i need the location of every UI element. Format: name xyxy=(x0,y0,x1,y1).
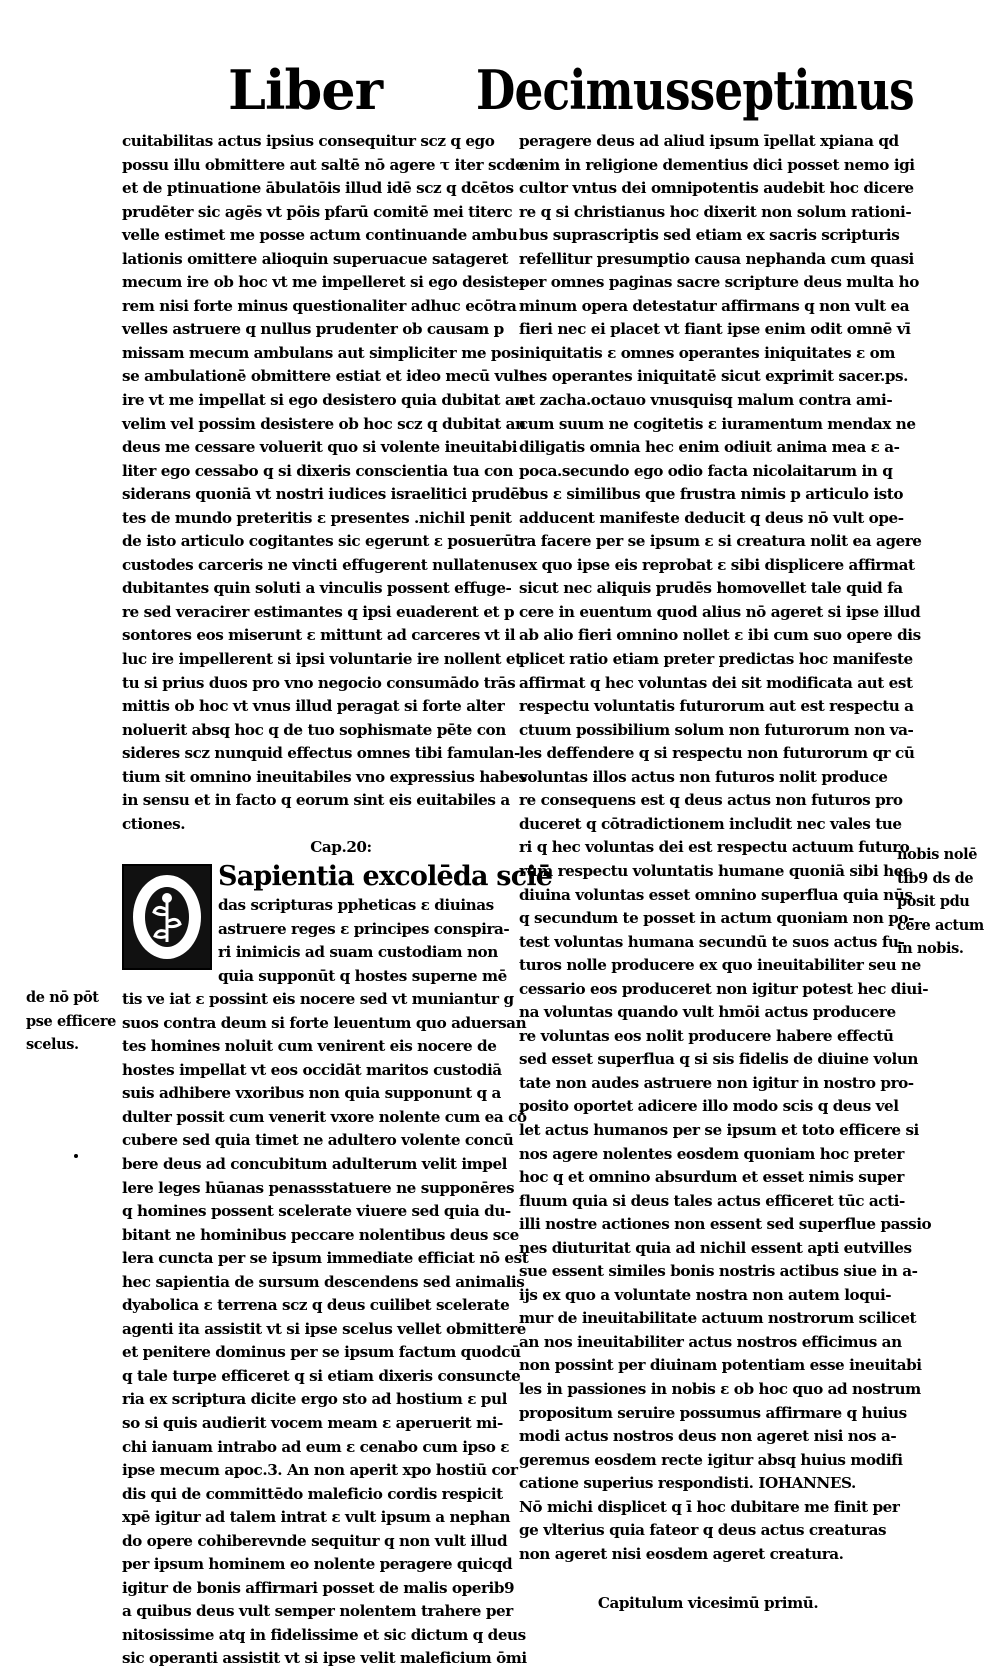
text-line: illi nostre actiones non essent sed superflue passio xyxy=(519,1215,932,1234)
text-line: suis adhibere vxoribus non quia supponunt q a xyxy=(122,1084,501,1103)
text-line: minum opera detestatur affirmans q non vult ea xyxy=(519,296,910,315)
text-line: custodes carceris ne vincti effugerent nullatenus xyxy=(122,555,519,574)
text-line: adducent manifeste deducit q deus nō vult ope- xyxy=(519,508,904,527)
text-line: suos contra deum si forte leuentum quo aduersan xyxy=(122,1013,527,1032)
text-line: peragere deus ad aliud ipsum īpellat xpiana qd xyxy=(519,132,899,150)
text-line: rum respectu voluntatis humane quoniā sibi hec xyxy=(519,861,912,880)
text-line: lera cuncta per se ipsum immediate efficiat nō est xyxy=(122,1249,529,1268)
text-line: do opere cohiberevnde sequitur q non vult illud xyxy=(122,1531,508,1550)
text-line: astruere reges ε principes conspira- xyxy=(218,919,510,938)
text-line: noluerit absq hoc q de tuo sophismate pēte con xyxy=(122,720,506,739)
text-line: per omnes paginas sacre scripture deus multa ho xyxy=(519,273,919,292)
text-line: liter ego cessabo q si dixeris conscientia tua con xyxy=(122,461,514,480)
text-line: luc ire impellerent si ipsi voluntarie ire nollent et xyxy=(122,650,522,669)
text-line: nes diuturitat quia ad nichil essent apti eutvilles xyxy=(519,1238,912,1257)
chapter-heading: Cap.20: xyxy=(310,838,372,857)
text-line: dyabolica ε terrena scz q deus cuilibet scelerate xyxy=(122,1296,510,1315)
text-line: an nos ineuitabiliter actus nostros efficimus an xyxy=(519,1332,902,1351)
text-line: q secundum te posset in actum quoniam non po- xyxy=(519,909,914,928)
text-line: affirmat q hec voluntas dei sit modificata aut est xyxy=(519,673,913,692)
text-line: les deffendere q si respectu non futurorum qr cū xyxy=(519,744,915,763)
text-line: igitur de bonis affirmari posset de malis operib9 xyxy=(122,1578,515,1597)
text-line: propositum seruire possumus affirmare q huius xyxy=(519,1403,907,1422)
text-line: re voluntas eos nolit producere habere effectū xyxy=(519,1026,894,1045)
text-line: bus ε similibus que frustra nimis p articulo isto xyxy=(519,485,904,504)
text-line: duceret q cōtradictionem includit nec vales tue xyxy=(519,814,902,833)
text-line: sicut nec aliquis prudēs homovellet tale quid fa xyxy=(519,579,903,598)
text-line: tium sit omnino ineuitabiles vno expressius habes xyxy=(122,767,527,786)
text-line: rem nisi forte minus questionaliter adhuc ecōtra xyxy=(122,296,517,315)
text-line: catione superius respondisti. IOHANNES. xyxy=(519,1474,856,1493)
text-line: ri q hec voluntas dei est respectu actuum futuro xyxy=(519,838,910,857)
text-line: mur de ineuitabilitate actuum nostrorum scilicet xyxy=(519,1309,917,1328)
text-line: non possint per diuinam potentiam esse ineuitabi xyxy=(519,1356,922,1375)
chapter-opening xyxy=(122,860,553,988)
text-line: hec sapientia de sursum descendens sed animalis xyxy=(122,1272,525,1291)
text-line: hostes impellat vt eos occidāt maritos custodiā xyxy=(122,1060,502,1079)
text-line: bere deus ad concubitum adulterum velit impel xyxy=(122,1154,507,1173)
text-line: non ageret nisi eosdem ageret creatura. xyxy=(519,1544,844,1563)
text-line: test voluntas humana secundū te suos actus fu- xyxy=(519,932,905,951)
text-line: bus suprascriptis sed etiam ex sacris scripturis xyxy=(519,226,900,245)
text-line: q homines possent scelerate viuere sed quia du- xyxy=(122,1202,511,1221)
text-line: lationis omittere alioquin superuacue satageret xyxy=(122,249,509,268)
text-line: dis qui de committēdo maleficio cordis respicit xyxy=(122,1484,503,1503)
text-line: enim in religione dementius dici posset nemo igi xyxy=(519,155,915,174)
right-margin-note xyxy=(897,844,984,962)
running-head-liber: Liber xyxy=(228,58,383,122)
text-line: se ambulationē obmittere estiat et ideo mecū vult xyxy=(122,367,526,386)
text-line: in nobis. xyxy=(897,940,964,958)
text-line: turos nolle producere ex quo ineuitabiliter seu ne xyxy=(519,956,921,975)
left-text-column xyxy=(122,130,553,1671)
ink-dot xyxy=(74,1154,78,1158)
text-line: ire vt me impellat si ego desistero quia dubitat an xyxy=(122,391,525,410)
text-line: cum suum ne cogitetis ε iuramentum mendax ne xyxy=(519,414,916,433)
text-line: iniquitatis ε omnes operantes iniquitates ε om xyxy=(519,343,895,362)
text-line: nobis nolē xyxy=(897,846,978,863)
text-line: per ipsum hominem eo nolente peragere quicqd xyxy=(122,1555,513,1574)
text-line: in sensu et in facto q eorum sint eis euitabiles a xyxy=(122,791,510,810)
text-line: posito oportet adicere illo modo scis q deus vel xyxy=(519,1097,899,1116)
text-line: das scripturas ppheticas ε diuinas xyxy=(218,895,494,914)
text-line: respectu voluntatis futurorum aut est respectu a xyxy=(519,697,914,716)
text-line: modi actus nostros deus non ageret nisi nos a- xyxy=(519,1427,897,1446)
text-line: agenti ita assistit vt si ipse scelus vellet obmittere xyxy=(122,1319,526,1338)
text-line: mecum ire ob hoc vt me impelleret si ego desiste- xyxy=(122,273,525,292)
decorated-initial-o xyxy=(122,864,212,970)
text-line: sideres scz nunquid effectus omnes tibi famulan- xyxy=(122,744,520,763)
text-line: velim vel possim desistere ob hoc scz q dubitat an xyxy=(122,414,526,433)
text-line: so si quis audierit vocem meam ε aperuerit mi- xyxy=(122,1413,503,1432)
text-line: re consequens est q deus actus non futuros pro xyxy=(519,791,903,810)
text-line: re sed veracirer estimantes q ipsi euaderent et p xyxy=(122,602,515,621)
text-line: et zacha.octauo vnusquisq malum contra ami- xyxy=(519,391,893,410)
text-line: ab alio fieri omnino nollet ε ibi cum suo opere dis xyxy=(519,626,921,645)
text-line: diligatis omnia hec enim odiuit anima mea ε a- xyxy=(519,438,900,457)
left-column-paragraph xyxy=(122,130,527,836)
text-line: tate non audes astruere non igitur in nostro pro- xyxy=(519,1073,914,1092)
text-line: cubere sed quia timet ne adultero volente concū xyxy=(122,1131,514,1150)
text-line: ctiones. xyxy=(122,814,186,833)
text-line: pse efficere xyxy=(26,1012,116,1030)
text-line: refellitur presumptio causa nephanda cum quasi xyxy=(519,249,914,268)
text-line: Sapientia excolēda sciē xyxy=(218,860,553,892)
left-margin-note xyxy=(26,987,116,1058)
text-line: cessario eos produceret non igitur potest hec diui- xyxy=(519,979,929,998)
text-line: nitosissime atq in fidelissime et sic dictum q deus xyxy=(122,1625,526,1644)
text-line: ctuum possibilium solum non futurorum non va- xyxy=(519,720,914,739)
text-line: nos agere nolentes eosdem quoniam hoc preter xyxy=(519,1144,904,1163)
text-line: ipse mecum apoc.3. An non aperit xpo hostiū cor xyxy=(122,1461,518,1480)
text-line: xpē igitur ad talem intrat ε vult ipsum a nephan xyxy=(122,1508,511,1527)
text-line: ijs ex quo a voluntate nostra non autem loqui- xyxy=(519,1285,892,1304)
text-line: velles astruere q nullus prudenter ob causam p xyxy=(122,320,504,339)
text-line: sed esset superflua q si sis fidelis de diuine volun xyxy=(519,1050,919,1069)
text-line: ri inimicis ad suam custodiam non xyxy=(218,943,498,962)
text-line: geremus eosdem recte igitur absq huius modifi xyxy=(519,1450,903,1469)
text-line: cere in euentum quod alius nō ageret si ipse illud xyxy=(519,602,921,621)
right-column-paragraph xyxy=(519,130,932,1566)
text-line: ria ex scriptura dicite ergo sto ad hostium ε pul xyxy=(122,1390,507,1409)
text-line: plicet ratio etiam preter predictas hoc manifeste xyxy=(519,650,913,669)
text-line: scelus. xyxy=(26,1036,79,1054)
text-line: tes de mundo preteritis ε presentes .nichil penit xyxy=(122,508,512,527)
text-line: sic operanti assistit vt si ipse velit maleficium ōmi xyxy=(122,1649,527,1668)
text-line: de isto articulo cogitantes sic egerunt ε posuerūt xyxy=(122,532,520,551)
text-line: voluntas illos actus non futuros nolit produce xyxy=(519,767,888,786)
text-line: et de ptinuatione ābulatōis illud idē scz q dcētos xyxy=(122,179,514,198)
text-line: ra facere per se ipsum ε si creatura nolit ea agere xyxy=(519,532,922,551)
text-line: prudēter sic agēs vt pōis pfarū comitē mei titerc xyxy=(122,202,513,221)
left-column-continued xyxy=(122,988,529,1671)
text-line: re q si christianus hoc dixerit non solum rationi- xyxy=(519,202,912,221)
text-line: fieri nec ei placet vt fiant ipse enim odit omnē vī xyxy=(519,320,911,339)
text-line: velle estimet me posse actum continuande ambu xyxy=(122,226,518,245)
text-line: sontores eos miserunt ε mittunt ad carceres vt il xyxy=(122,626,516,645)
text-line: na voluntas quando vult hmōi actus producere xyxy=(519,1003,896,1022)
text-line: hoc q et omnino absurdum et esset nimis super xyxy=(519,1168,904,1187)
next-chapter-heading: Capitulum vicesimū primū. xyxy=(597,1594,819,1613)
right-text-column xyxy=(519,130,932,1616)
text-line: quia supponūt q hostes superne mē xyxy=(218,966,507,985)
text-line: cuitabilitas actus ipsius consequitur scz q ego xyxy=(122,132,495,150)
text-line: ex quo ipse eis reprobat ε sibi displicere affirmat xyxy=(519,555,915,574)
text-line: fluum quia si deus tales actus efficeret tūc acti- xyxy=(519,1191,905,1210)
text-line: poca.secundo ego odio facta nicolaitarum in q xyxy=(519,461,893,480)
text-line: let actus humanos per se ipsum et toto efficere si xyxy=(519,1120,919,1139)
text-line: diuina voluntas esset omnino superflua quia nūs xyxy=(519,885,913,904)
text-line: missam mecum ambulans aut simpliciter me pos xyxy=(122,343,519,362)
text-line: possu illu obmittere aut saltē nō agere τ iter scde xyxy=(122,155,525,174)
text-line: posit pdu xyxy=(897,893,970,911)
running-head-book-number: Decimusseptimus xyxy=(476,58,914,122)
text-line: nes operantes iniquitatē sicut exprimit sacer.ps. xyxy=(519,367,908,386)
text-line: siderans quoniā vt nostri iudices israelitici prudēt xyxy=(122,485,526,504)
text-line: de nō pōt xyxy=(26,989,99,1006)
text-line: q tale turpe efficeret q si etiam dixeris consuncte xyxy=(122,1366,521,1385)
text-line: tib9 ds de xyxy=(897,869,974,887)
text-line: deus me cessare voluerit quo si volente ineuitabi xyxy=(122,438,518,457)
text-line: tes homines noluit cum venirent eis nocere de xyxy=(122,1037,497,1056)
text-line: a quibus deus vult semper nolentem trahere per xyxy=(122,1602,513,1621)
text-line: chi ianuam intrabo ad eum ε cenabo cum ipso ε xyxy=(122,1437,510,1456)
text-line: cere actum xyxy=(897,916,984,934)
text-line: les in passiones in nobis ε ob hoc quo ad nostrum xyxy=(519,1379,921,1398)
text-line: tu si prius duos pro vno negocio consumādo trās xyxy=(122,673,516,692)
text-line: cultor vntus dei omnipotentis audebit hoc dicere xyxy=(519,179,914,198)
text-line: tis ve iat ε possint eis nocere sed vt muniantur g xyxy=(122,990,514,1009)
text-line: bitant ne hominibus peccare nolentibus deus sce xyxy=(122,1225,519,1244)
text-line: et penitere dominus per se ipsum factum quodcū xyxy=(122,1343,521,1362)
text-line: Nō michi displicet q ī hoc dubitare me finit per xyxy=(519,1497,900,1516)
text-line: lere leges hūanas penassstatuere ne supponēres xyxy=(122,1178,515,1197)
text-line: ge vlterius quia fateor q deus actus creaturas xyxy=(519,1521,887,1540)
text-line: dulter possit cum venerit vxore nolente cum ea cō xyxy=(122,1107,527,1126)
text-line: dubitantes quin soluti a vinculis possent effuge- xyxy=(122,579,512,598)
text-line: sue essent similes bonis nostris actibus siue in a- xyxy=(519,1262,918,1281)
text-line: mittis ob hoc vt vnus illud peragat si forte alter xyxy=(122,697,505,716)
